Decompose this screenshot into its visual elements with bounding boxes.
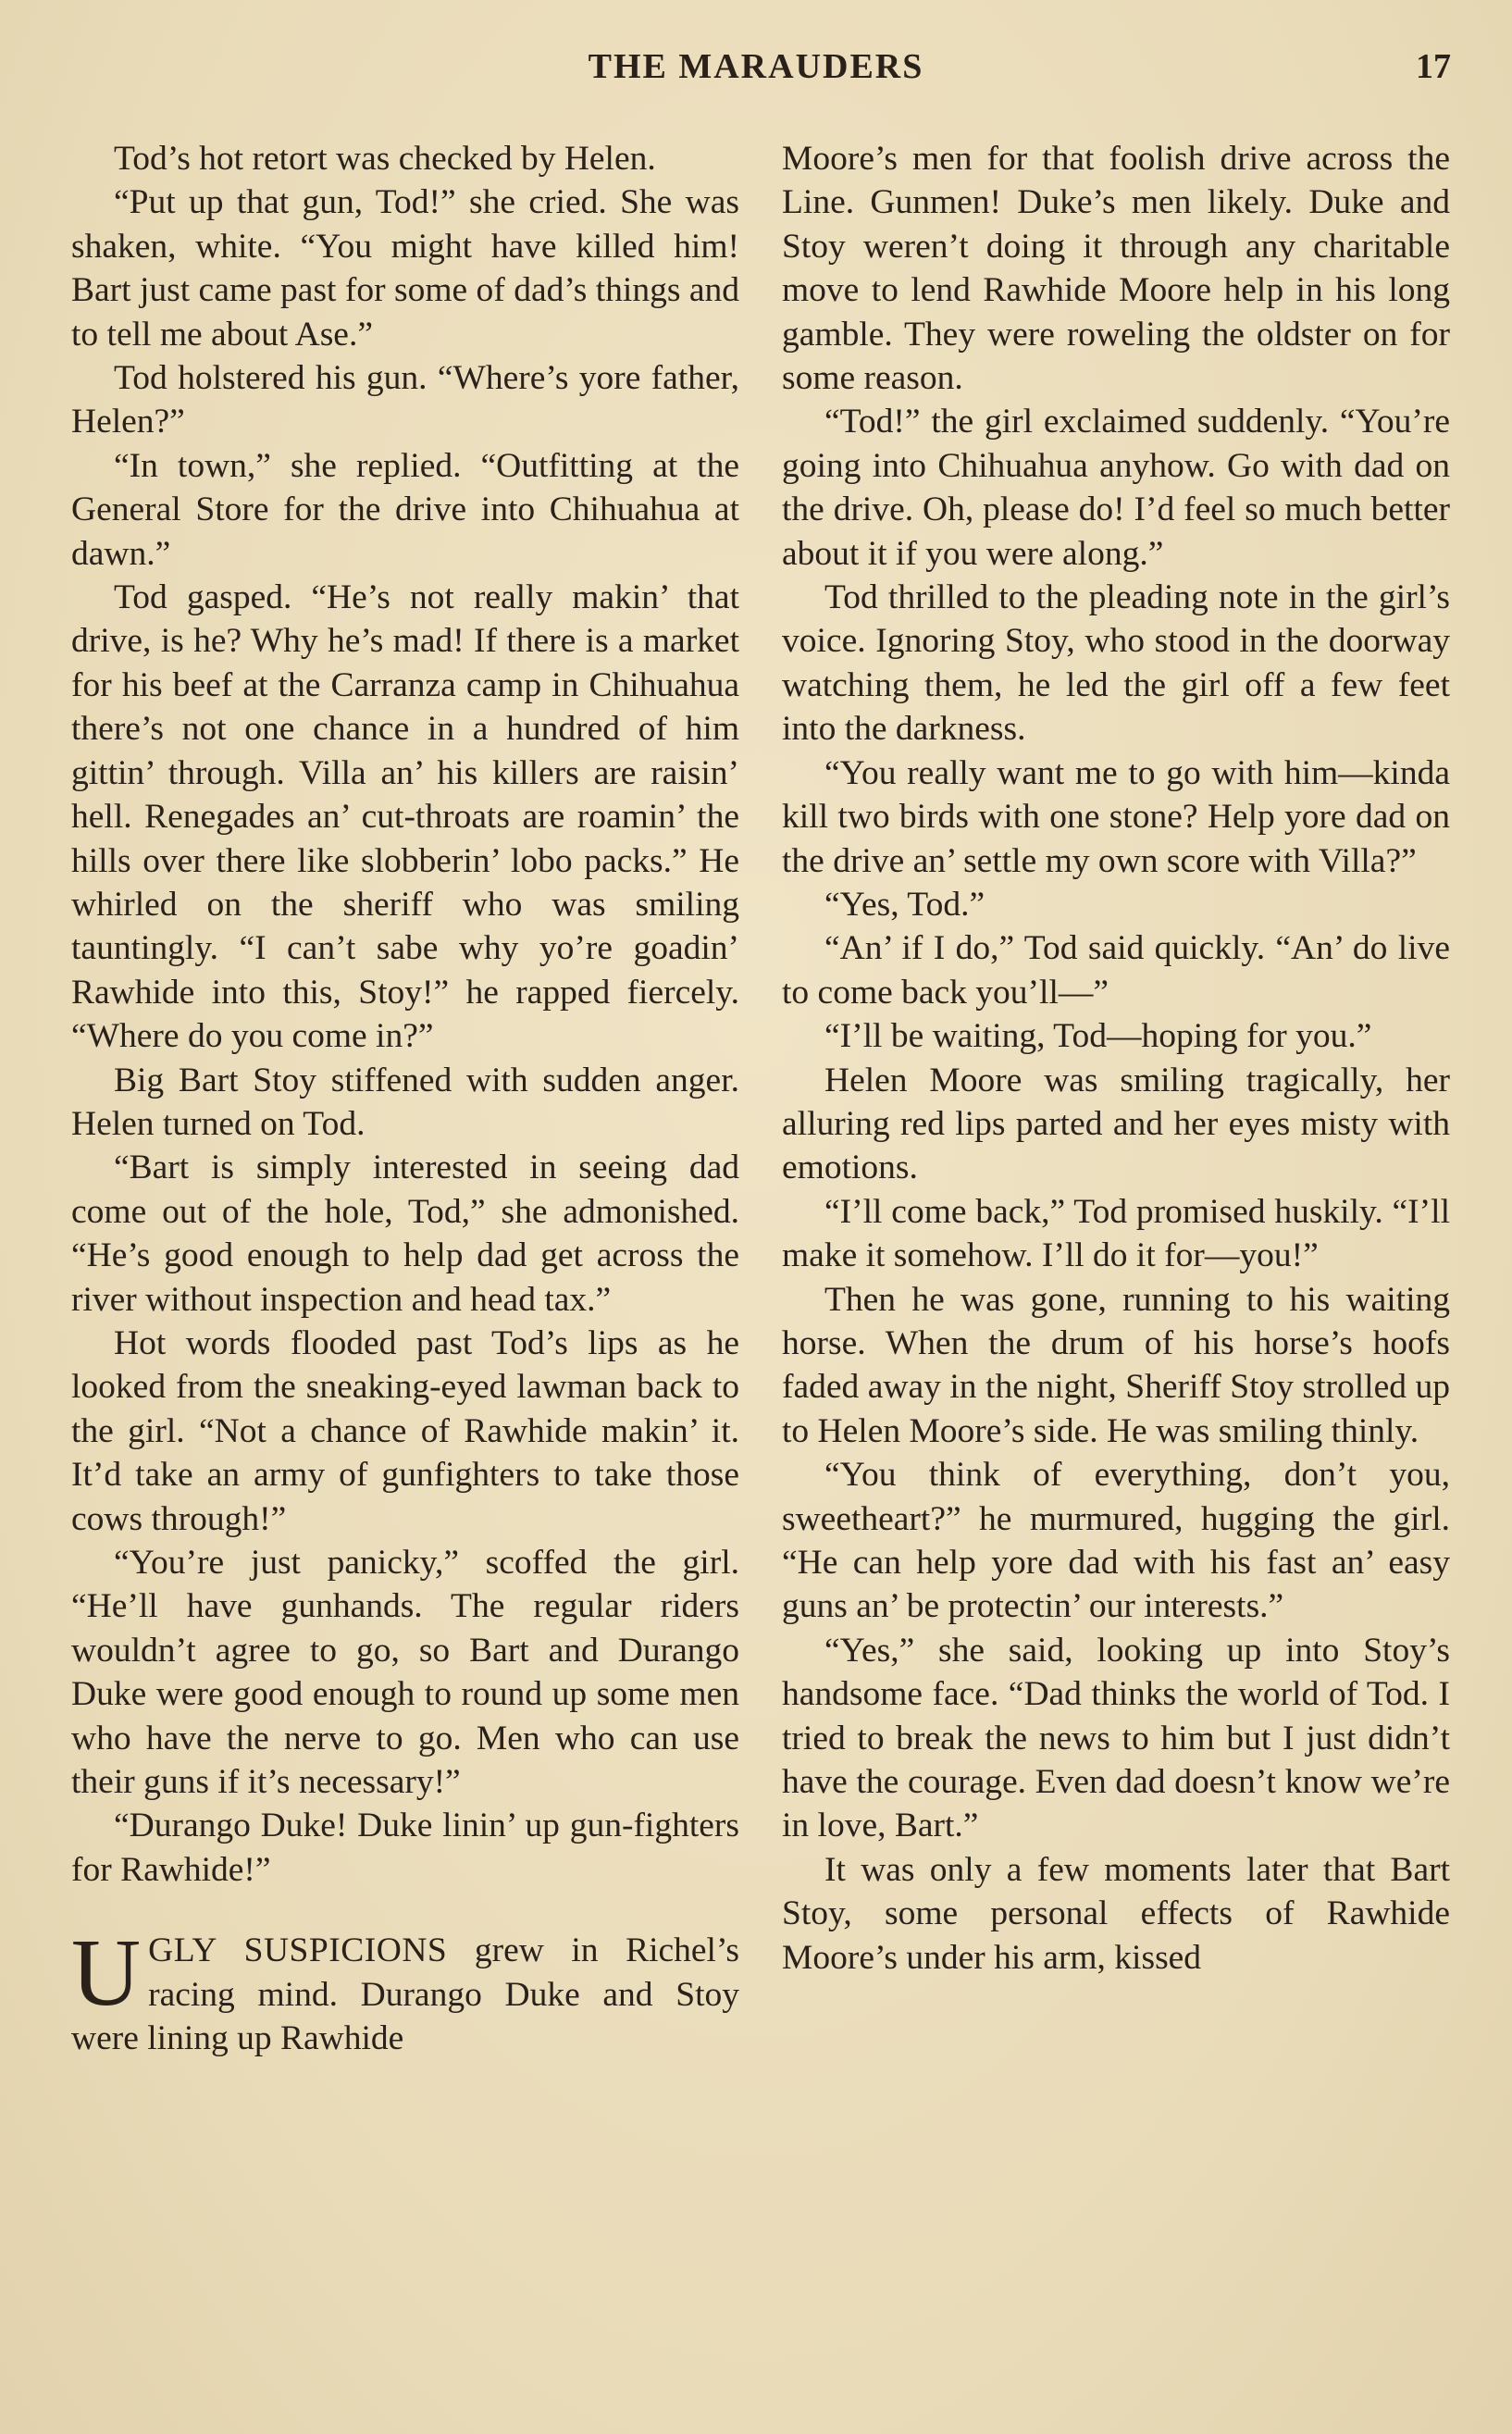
paragraph: “In town,” she replied. “Outfitting at the General Store for the drive into Chihuahua at dawn.” [71,446,739,573]
left-column [71,137,739,2060]
paragraph: “Bart is simply interested in seeing dad come out of the hole, Tod,” she admonished. “He’s good enough to help dad get across the river without inspection and head tax.” [71,1149,739,1319]
paragraph: Then he was gone, running to his waiting horse. When the drum of his horse’s hoofs faded away in the night, Sheriff Stoy strolled up to Helen Moore’s side. He was smiling thinly. [782,1280,1450,1450]
drop-cap: U [71,1919,142,2027]
paragraph: Hot words flooded past Tod’s lips as he looked from the sneaking-eyed lawman back to the girl. “Not a chance of Rawhide makin’ it. It’d take an army of gunfighters to take those cows through!” [71,1323,739,1538]
continued-paragraph: Moore’s men for that foolish drive across the Line. Gunmen! Duke’s men likely. Duke and Stoy weren’t doing it through any charitable move to lend Rawhide Moore help in his long gamble. They were roweling the oldster on for some reason. [782,140,1450,398]
paragraph: Tod thrilled to the pleading note in the girl’s voice. Ignoring Stoy, who stood in the doorway watching them, he led the girl off a few feet into the darkness. [782,578,1450,749]
paragraph: “You think of everything, don’t you, sweetheart?” he murmured, hugging the girl. “He can help yore dad with his fast an’ easy guns an’ be protectin’ our interests.” [782,1456,1450,1626]
paragraph: “An’ if I do,” Tod said quickly. “An’ do live to come back you’ll—” [782,929,1450,1012]
paragraph: “Yes, Tod.” [824,885,985,924]
paragraph: It was only a few moments later that Bart Stoy, some personal effects of Rawhide Moore’s under his arm, kissed [782,1850,1450,1977]
paragraph: Helen Moore was smiling tragically, her alluring red lips parted and her eyes misty with emotions. [782,1061,1450,1187]
paragraph: “You’re just panicky,” scoffed the girl. “He’ll have gunhands. The regular riders wouldn’t agree to go, so Bart and Durango Duke were good enough to round up some men who have the nerve to go. Men who can use their guns if it’s necessary!” [71,1544,739,1802]
paragraph: Tod’s hot retort was checked by Helen. [114,140,656,178]
section-opening-text: grew in Richel’s racing mind. Durango Duke and Stoy were lining up Rawhide [71,1931,739,2058]
right-column [782,137,1450,1980]
running-head [0,46,1512,102]
paragraph: “Put up that gun, Tod!” she cried. She was shaken, white. “You might have killed him! Bart just came past for some of dad’s things and to tell me about Ase.” [71,183,739,354]
paragraph: Tod holstered his gun. “Where’s yore father, Helen?” [71,359,739,441]
paragraph: Big Bart Stoy stiffened with sudden anger. Helen turned on Tod. [71,1061,739,1143]
paragraph: “Durango Duke! Duke linin’ up gun-fighters for Rawhide!” [71,1807,739,1889]
paragraph: “Tod!” the girl exclaimed suddenly. “You’re going into Chihuahua anyhow. Go with dad on the drive. Oh, please do! I’d feel so much better about it if you were along.” [782,403,1450,573]
lead-in-caps: GLY SUSPICIONS [148,1931,448,1970]
paragraph: “Yes,” she said, looking up into Stoy’s handsome face. “Dad thinks the world of Tod. I tried to break the news to him but I just didn’t have the courage. Even dad doesn’t know we’re in love, Bart.” [782,1631,1450,1845]
paragraph: Tod gasped. “He’s not really makin’ that drive, is he? Why he’s mad! If there is a market for his beef at the Carranza camp in Chihuahua there’s not one chance in a hundred of him gittin’ through. Villa an’ his killers are raisin’ hell. Renegades an’ cut-throats are roamin’ the hills over there like slobberin’ lobo packs.” He whirled on the sheriff who was smiling tauntingly. “I can’t sabe why yo’re goadin’ Rawhide into this, Stoy!” he rapped fiercely. “Where do you come in?” [71,578,739,1056]
section-break [71,1892,739,1929]
paragraph: “You really want me to go with him—kinda kill two birds with one stone? Help yore dad on the drive an’ settle my own score with Villa?” [782,753,1450,880]
paragraph: “I’ll come back,” Tod promised huskily. “I’ll make it somehow. I’ll do it for—you!” [782,1192,1450,1275]
section-opening-paragraph [71,1919,739,2060]
running-title: THE MARAUDERS [588,47,924,86]
paragraph: “I’ll be waiting, Tod—hoping for you.” [824,1017,1372,1056]
page-number: 17 [1416,47,1451,86]
